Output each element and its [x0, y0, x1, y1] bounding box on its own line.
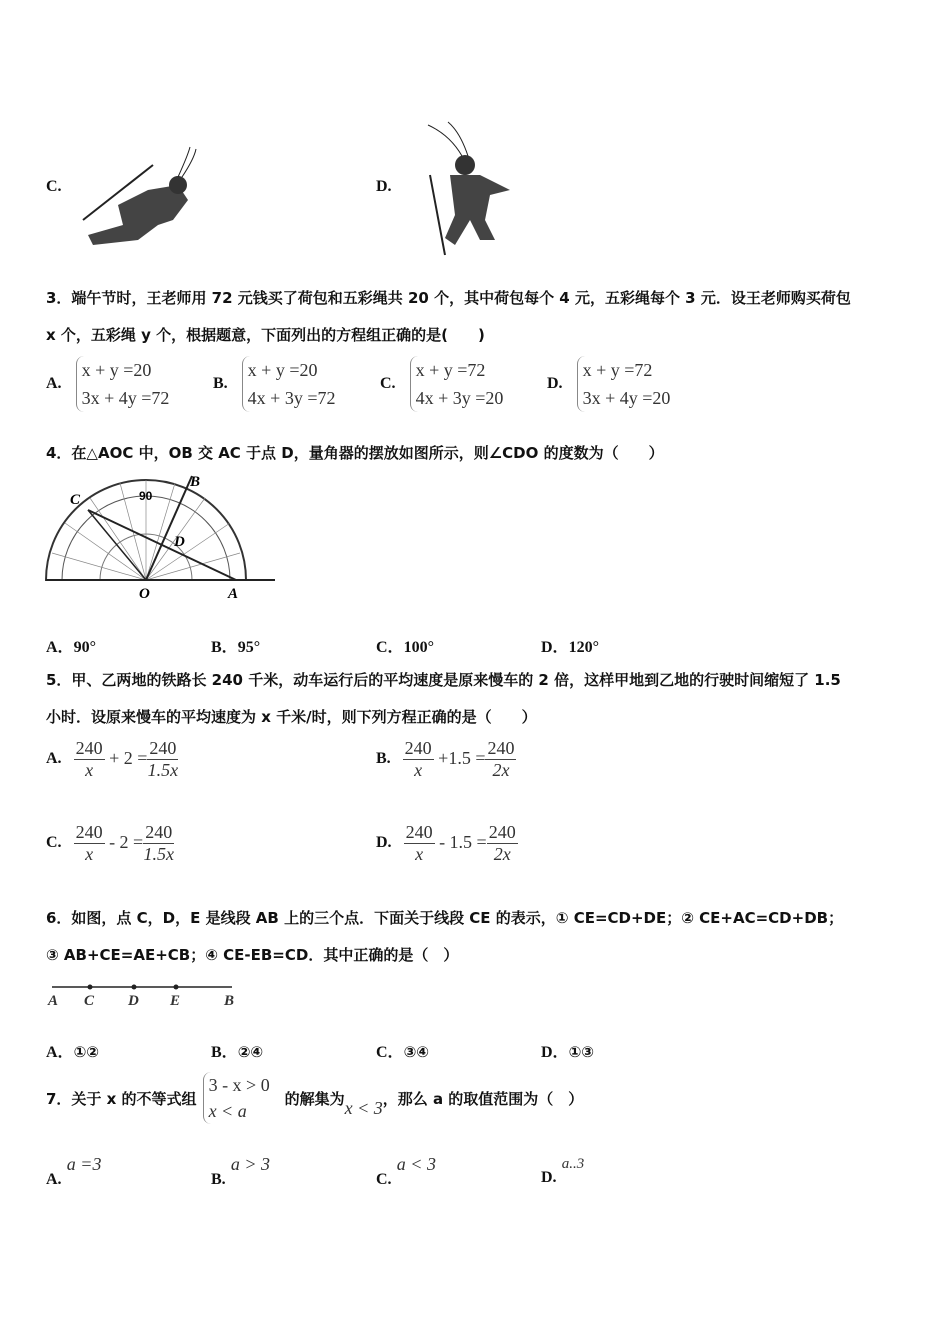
- q4-option-a[interactable]: [46, 634, 211, 657]
- option-value: a =3: [66, 1154, 102, 1174]
- inequality-2: x < a: [208, 1101, 247, 1121]
- q3-stem-line2: x 个，五彩绳 y 个，根据题意，下面列出的方程组正确的是( ): [46, 326, 485, 344]
- point-b-label: B: [190, 474, 201, 490]
- equation-1: x + y =20: [247, 360, 318, 380]
- equation-2: 4x + 3y =72: [247, 388, 336, 408]
- option-label: C.: [380, 375, 396, 392]
- q5-option-d[interactable]: [376, 822, 518, 865]
- q6-stem-line1: 6．如图，点 C，D，E 是线段 AB 上的三个点．下面关于线段 CE 的表示，① CE=CD+DE；② CE+AC=CD+DB；: [46, 909, 844, 927]
- q7-option-b[interactable]: [211, 1154, 376, 1188]
- point-e-label: E: [170, 993, 181, 1009]
- scale-90-label: 90: [139, 489, 153, 503]
- q4-option-b[interactable]: [211, 634, 376, 657]
- q7-stem-post: ，那么 a 的取值范围为（ ）: [382, 1089, 584, 1108]
- q5-stem-line2: 小时．设原来慢车的平均速度为 x 千米/时，则下列方程正确的是（ ）: [46, 708, 537, 726]
- q6-segment-figure: [44, 978, 244, 1010]
- option-label: B.: [211, 1171, 226, 1188]
- q6-option-a[interactable]: [46, 1039, 211, 1062]
- q5-option-a[interactable]: [46, 738, 178, 781]
- point-c-label: C: [70, 492, 81, 508]
- numerator: 240: [145, 822, 173, 842]
- numerator: 240: [404, 738, 432, 758]
- q2-option-d-image: [420, 120, 520, 260]
- denominator: 1.5x: [143, 844, 174, 864]
- equation-2: 3x + 4y =20: [582, 388, 671, 408]
- numerator: 240: [75, 822, 103, 842]
- q4-stem: 4．在△AOC 中，OB 交 AC 于点 D，量角器的摆放如图所示，则∠CDO 的度数为（ ）: [46, 444, 664, 462]
- q2-option-c-label: C.: [46, 178, 62, 195]
- equation-1: x + y =72: [582, 360, 653, 380]
- denominator: x: [414, 760, 423, 780]
- inequality-1: 3 - x > 0: [208, 1075, 270, 1095]
- option-label: C．: [376, 639, 404, 656]
- q5-stem-line1: 5．甲、乙两地的铁路长 240 千米，动车运行后的平均速度是原来慢车的 2 倍，这样甲地到乙地的行驶时间缩短了 1.5: [46, 671, 841, 689]
- q2-option-c-image: [78, 145, 198, 255]
- denominator: x: [85, 760, 94, 780]
- q7-stem-pre: 7．关于 x 的不等式组: [46, 1089, 197, 1108]
- option-label: A．: [46, 1044, 74, 1061]
- q5-option-c[interactable]: [46, 822, 174, 865]
- q3-option-d[interactable]: [547, 356, 714, 412]
- option-value: ①③: [568, 1043, 594, 1061]
- point-b-label: B: [224, 993, 235, 1009]
- option-label: B．: [211, 1044, 238, 1061]
- denominator: 2x: [493, 844, 511, 864]
- option-label: A.: [46, 375, 62, 392]
- q6-stem-line2: ③ AB+CE=AE+CB；④ CE-EB=CD．其中正确的是（ ）: [46, 946, 459, 964]
- option-label: C．: [376, 1044, 404, 1061]
- numerator: 240: [75, 738, 103, 758]
- q3-stem-line1: 3．端午节时，王老师用 72 元钱买了荷包和五彩绳共 20 个，其中荷包每个 4 元，五彩绳每个 3 元．设王老师购买荷包: [46, 289, 851, 307]
- q7-option-c[interactable]: [376, 1154, 541, 1188]
- equation-2: 3x + 4y =72: [81, 388, 170, 408]
- q3-option-c[interactable]: [380, 356, 547, 412]
- option-value: 100°: [403, 639, 434, 656]
- q5-option-b[interactable]: [376, 738, 516, 781]
- point-c-label: C: [84, 993, 95, 1009]
- q7-option-a[interactable]: [46, 1154, 211, 1188]
- numerator: 240: [487, 738, 515, 758]
- option-label: D.: [376, 834, 392, 852]
- point-a-label: A: [228, 586, 239, 602]
- q4-option-d[interactable]: [541, 634, 706, 657]
- q6-options: [46, 1039, 706, 1062]
- numerator: 240: [405, 822, 433, 842]
- option-label: D.: [541, 1169, 557, 1186]
- q6-option-c[interactable]: [376, 1039, 541, 1062]
- operator: - 2 =: [109, 831, 144, 852]
- option-label: A．: [46, 639, 74, 656]
- operator: + 2 =: [109, 747, 148, 768]
- option-label: B.: [213, 375, 228, 392]
- option-label: B.: [376, 750, 391, 768]
- option-value: 120°: [568, 639, 599, 656]
- option-label: C.: [376, 1171, 392, 1188]
- equation-2: 4x + 3y =20: [415, 388, 504, 408]
- option-label: A.: [46, 1171, 62, 1188]
- option-label: B．: [211, 639, 238, 656]
- q7-solution-set: x < 3: [344, 1097, 383, 1118]
- q7-options: [46, 1154, 706, 1188]
- point-a-label: A: [48, 993, 59, 1009]
- q7-stem: [46, 1072, 583, 1124]
- denominator: 2x: [492, 760, 510, 780]
- operator: - 1.5 =: [439, 831, 487, 852]
- q3-option-a[interactable]: [46, 356, 213, 412]
- numerator: 240: [149, 738, 177, 758]
- equation-1: x + y =72: [415, 360, 486, 380]
- q2-option-d-label: D.: [376, 178, 392, 195]
- point-d-label: D: [128, 993, 139, 1009]
- option-label: D．: [541, 639, 569, 656]
- q3-option-b[interactable]: [213, 356, 380, 412]
- point-o-label: O: [139, 586, 150, 602]
- option-value: 95°: [237, 639, 261, 656]
- q4-protractor-figure: [40, 468, 280, 603]
- q7-option-d[interactable]: [541, 1154, 706, 1186]
- option-label: D．: [541, 1044, 569, 1061]
- option-label: C.: [46, 834, 62, 852]
- denominator: x: [85, 844, 94, 864]
- option-value: a..3: [561, 1156, 585, 1172]
- option-value: ①②: [73, 1043, 99, 1061]
- denominator: 1.5x: [147, 760, 179, 780]
- q6-option-b[interactable]: [211, 1039, 376, 1062]
- denominator: x: [415, 844, 424, 864]
- option-value: a < 3: [396, 1154, 436, 1174]
- option-label: A.: [46, 750, 62, 768]
- option-value: ③④: [403, 1043, 429, 1061]
- option-value: a > 3: [230, 1154, 271, 1174]
- q6-option-d[interactable]: [541, 1039, 706, 1062]
- numerator: 240: [488, 822, 516, 842]
- q3-options: [46, 356, 746, 412]
- q4-options: [46, 634, 706, 657]
- equation-1: x + y =20: [81, 360, 152, 380]
- option-value: ②④: [237, 1043, 264, 1061]
- q4-option-c[interactable]: [376, 634, 541, 657]
- point-d-label: D: [174, 534, 185, 550]
- q7-stem-mid: 的解集为: [284, 1089, 345, 1108]
- operator: +1.5 =: [438, 747, 486, 768]
- option-label: D.: [547, 375, 563, 392]
- option-value: 90°: [73, 639, 96, 656]
